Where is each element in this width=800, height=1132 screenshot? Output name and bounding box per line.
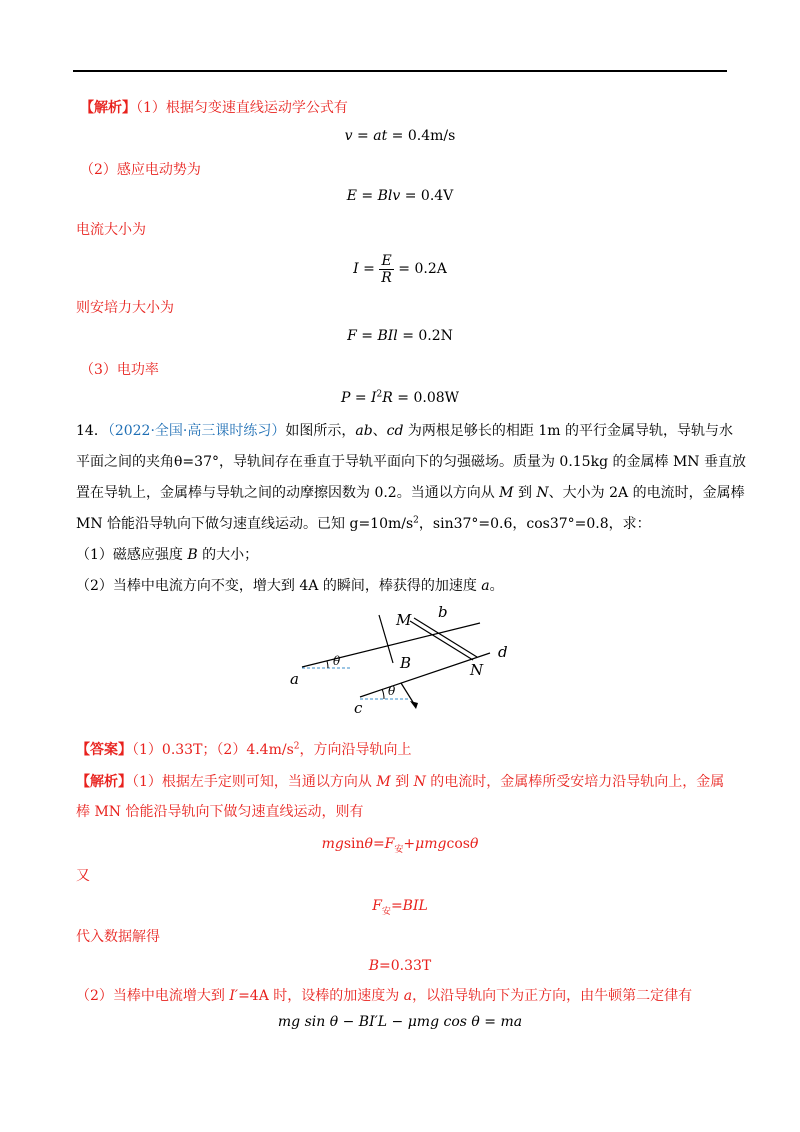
analysis2-line-1 [76, 772, 724, 792]
eq-result: =0.33T [379, 958, 432, 974]
equation-newton: mg sin θ − BI′L − μmg cos θ = ma [277, 1014, 523, 1030]
eq-equals: = [358, 261, 380, 277]
analysis-text: =4A 时，设棒的加速度为 [238, 988, 404, 1004]
rail-ab: ab [355, 423, 373, 439]
eq-F: F [347, 328, 357, 344]
var-B: B [187, 547, 198, 563]
label-a: a [290, 670, 299, 688]
question-text: （2）当棒中电流方向不变，增大到 4A 的瞬间，棒获得的加速度 [76, 578, 482, 594]
point-N: N [413, 774, 426, 790]
field-B-line [379, 615, 393, 663]
rail-ab-line [302, 623, 480, 667]
eq-equals: = [356, 328, 378, 344]
answer-text: ，方向沿导轨向上 [299, 742, 412, 758]
eq-v: v [344, 128, 353, 144]
eq-l: l [387, 188, 393, 204]
answer-exponent: 2 [293, 741, 300, 752]
eq-subscript: 安 [394, 844, 404, 855]
substitute-label: 代入数据解得 [76, 929, 160, 945]
eq-v: v [392, 188, 401, 204]
problem-line-3 [76, 483, 745, 503]
arrow-head [410, 701, 418, 709]
label-d: d [498, 643, 508, 661]
eq-equals: = [356, 188, 378, 204]
rail-diagram [280, 605, 520, 715]
label-B: B [400, 654, 412, 672]
answer-tag: 【答案】 [76, 742, 132, 758]
eq-I: I [387, 328, 394, 344]
problem-text: MN 恰能沿导轨向下做匀速直线运动。已知 g=10m/s [76, 516, 414, 532]
point-M: M [376, 774, 391, 790]
eq-fraction [379, 253, 394, 286]
eq-exponent: 2 [376, 389, 383, 400]
current-label: 电流大小为 [76, 222, 146, 238]
eq-numerator: E [379, 253, 394, 270]
question-text: 的大小； [197, 547, 259, 563]
eq-I: I [353, 261, 359, 277]
force-label: 则安培力大小为 [76, 300, 174, 316]
problem-source: （2022·全国·高三课时练习） [107, 423, 286, 439]
eq-I: I [371, 390, 377, 406]
analysis-text: 到 [390, 774, 414, 790]
point-M: M [499, 485, 514, 501]
var-a: a [403, 988, 413, 1004]
analysis-text: （1）根据左手定则可知，当通以方向从 [132, 774, 377, 790]
label-b: b [438, 605, 448, 621]
rail-cd: cd [386, 423, 404, 439]
label-N: N [470, 661, 484, 679]
eq-result: = 0.4m/s [387, 128, 456, 144]
analysis-step3: （3）电功率 [80, 362, 159, 378]
angle-arc-a [327, 661, 328, 668]
exponent: 2 [413, 515, 419, 526]
equation-ampere [0, 896, 800, 916]
analysis-step2: （2）感应电动势为 [80, 162, 201, 178]
equation-B-result [0, 956, 800, 976]
eq-cos: cos [446, 836, 470, 852]
eq-result: = 0.2N [397, 328, 453, 344]
eq-F: =F [372, 836, 395, 852]
label-c: c [354, 699, 363, 715]
analysis-text: 的电流时，金属棒所受安培力沿导轨向上，金属 [425, 774, 725, 790]
separator: 、 [372, 423, 387, 439]
analysis-tag: 【解析】 [76, 774, 132, 790]
var-a: a [481, 578, 490, 594]
problem-text: 如图所示， [285, 423, 356, 439]
eq-B: B [368, 958, 380, 974]
label-theta-a: θ [333, 654, 341, 668]
eq-B: B [377, 188, 388, 204]
eq-BIL: =BIL [390, 898, 428, 914]
equation-power [0, 388, 800, 408]
problem-text: ，sin37°=0.6，cos37°=0.8，求： [418, 516, 651, 532]
problem-line-4 [76, 514, 651, 534]
answer-line [76, 740, 412, 760]
eq-result: = 0.2A [393, 261, 447, 277]
problem-number: 14． [76, 423, 108, 439]
eq-theta: θ [469, 836, 479, 852]
analysis2-line-3 [76, 986, 692, 1006]
eq-equals: = [350, 390, 372, 406]
problem-line-1 [76, 421, 733, 441]
label-theta-c: θ [388, 684, 396, 698]
eq-result: = 0.08W [392, 390, 460, 406]
analysis2-line-2: 棒 MN 恰能沿导轨向下做匀速直线运动，则有 [76, 804, 364, 820]
eq-denominator: R [381, 269, 392, 286]
eq-l: l [393, 328, 398, 344]
equation-current [0, 252, 800, 286]
point-N: N [536, 485, 549, 501]
analysis-step1-text: （1）根据匀变速直线运动学公式有 [136, 100, 348, 116]
eq-F: F [372, 898, 382, 914]
label-M: M [396, 611, 412, 629]
eq-theta: θ [364, 836, 373, 852]
eq-t: t [381, 128, 388, 144]
question-text: 。 [489, 578, 504, 594]
equation-balance [0, 834, 800, 854]
problem-text: 、大小为 2A 的电流时，金属棒 [548, 485, 745, 501]
problem-text: 置在导轨上，金属棒与导轨之间的动摩擦因数为 0.2。当通以方向从 [76, 485, 500, 501]
question-2 [76, 576, 504, 596]
eq-a: a [373, 128, 382, 144]
eq-sin: sin [343, 836, 365, 852]
equation-force [0, 326, 800, 346]
eq-P: P [340, 390, 351, 406]
eq-plus: + [403, 836, 416, 852]
var-I-prime: I′ [229, 988, 239, 1004]
analysis-tag: 【解析】 [80, 100, 136, 116]
problem-text: 到 [513, 485, 537, 501]
answer-text: （1）0.33T；（2）4.4m/s [132, 742, 294, 758]
problem-text: 为两根足够长的相距 1m 的平行金属导轨，导轨与水 [403, 423, 734, 439]
equation-emf [0, 186, 800, 206]
eq-equals: = [352, 128, 374, 144]
also-label: 又 [76, 868, 90, 884]
analysis-text: （2）当棒中电流增大到 [76, 988, 230, 1004]
analysis-text: ，以沿导轨向下为正方向，由牛顿第二定律有 [412, 988, 693, 1004]
eq-mu-mg: μmg [415, 836, 447, 852]
question-text: （1）磁感应强度 [76, 547, 188, 563]
problem-line-2: 平面之间的夹角θ=37°，导轨间存在垂直于导轨平面向下的匀强磁场。质量为 0.15kg 的金属棒 MN 垂直放 [76, 454, 746, 470]
eq-result: = 0.4V [400, 188, 454, 204]
header-rule [73, 70, 727, 72]
equation-velocity [0, 126, 800, 146]
analysis-step1 [80, 98, 348, 118]
angle-arc-c [382, 689, 384, 699]
eq-subscript: 安 [381, 906, 391, 917]
eq-B: B [377, 328, 388, 344]
eq-mg: mg [321, 836, 344, 852]
eq-R: R [382, 390, 393, 406]
eq-E: E [346, 188, 357, 204]
question-1 [76, 545, 258, 565]
